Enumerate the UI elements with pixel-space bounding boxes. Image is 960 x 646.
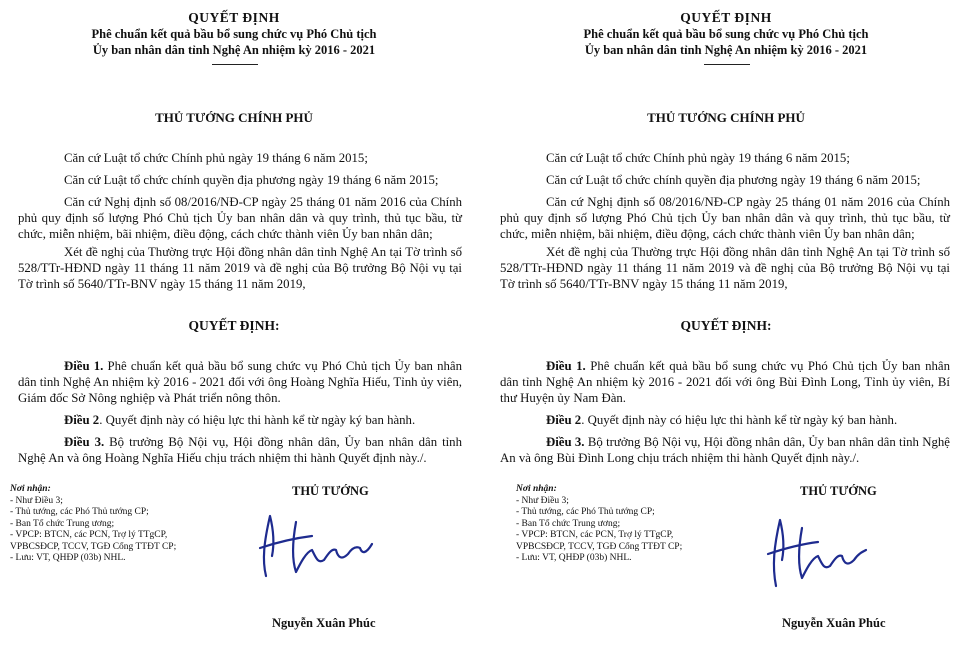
signature-mark	[256, 502, 376, 582]
recipient-line: - Như Điều 3;	[10, 495, 63, 506]
doc-subtitle-line-1: Phê chuẩn kết quả bầu bổ sung chức vụ Phó Chủ tịch	[91, 27, 377, 41]
legal-basis-2: Căn cứ Luật tổ chức chính quyền địa phương ngày 19 tháng 6 năm 2015;	[64, 173, 439, 187]
legal-basis-2: Căn cứ Luật tổ chức chính quyền địa phương ngày 19 tháng 6 năm 2015;	[546, 173, 921, 187]
recipient-line: - VPCP: BTCN, các PCN, Trợ lý TTgCP,	[516, 530, 674, 540]
article-3	[500, 434, 950, 466]
legal-basis-3: Căn cứ Nghị định số 08/2016/NĐ-CP ngày 25 tháng 01 năm 2016 của Chính phủ quy định số lượng Phó Chủ tịch Ủy ban nhân dân và quy trình, thủ tục bầu, từ chức, miễn nhiệm, bãi nhiệm, điều động, cách chức thành viên Ủy ban nhân dân;	[500, 195, 950, 241]
article-1-text: Phê chuẩn kết quả bầu bổ sung chức vụ Phó Chủ tịch Ủy ban nhân dân tỉnh Nghệ An nhiệm kỳ 2016 - 2021 đối với ông Bùi Đình Long, Tỉnh ủy viên, Bí thư Huyện ủy Nam Đàn.	[500, 359, 950, 405]
recipient-line: - VPCP: BTCN, các PCN, Trợ lý TTgCP,	[10, 530, 168, 540]
article-3-text: Bộ trưởng Bộ Nội vụ, Hội đồng nhân dân, Ủy ban nhân dân tỉnh Nghệ An và ông Bùi Đình Long chịu trách nhiệm thi hành Quyết định này./.	[500, 435, 950, 465]
signature-mark	[762, 510, 872, 590]
recipients-title: Nơi nhận:	[516, 484, 557, 494]
article-2	[18, 412, 462, 428]
recipient-line: - Thủ tướng, các Phó Thủ tướng CP;	[10, 507, 149, 517]
doc-subtitle-line-2: Ủy ban nhân dân tỉnh Nghệ An nhiệm kỳ 2016 - 2021	[584, 43, 868, 57]
title-underline	[212, 64, 258, 65]
legal-basis-1: Căn cứ Luật tổ chức Chính phủ ngày 19 tháng 6 năm 2015;	[64, 151, 368, 165]
doc-subtitle-line-2: Ủy ban nhân dân tỉnh Nghệ An nhiệm kỳ 2016 - 2021	[92, 43, 376, 57]
legal-basis-3: Căn cứ Nghị định số 08/2016/NĐ-CP ngày 25 tháng 01 năm 2016 của Chính phủ quy định số lượng Phó Chủ tịch Ủy ban nhân dân và quy trình, thủ tục bầu, từ chức, miễn nhiệm, bãi nhiệm, điều động, cách chức thành viên Ủy ban nhân dân;	[18, 195, 462, 241]
article-1-label: Điều 1.	[546, 359, 586, 373]
article-3-text: Bộ trưởng Bộ Nội vụ, Hội đồng nhân dân, Ủy ban nhân dân tỉnh Nghệ An và ông Hoàng Nghĩa Hiếu chịu trách nhiệm thi hành Quyết định này./.	[18, 435, 462, 465]
legal-basis-4: Xét đề nghị của Thường trực Hội đồng nhân dân tỉnh Nghệ An tại Tờ trình số 528/TTr-HĐND ngày 11 tháng 11 năm 2019 và đề nghị của Bộ trưởng Bộ Nội vụ tại Tờ trình số 5640/TTr-BNV ngày 15 tháng 11 năm 2019,	[18, 245, 462, 291]
article-3-label: Điều 3.	[546, 435, 585, 449]
recipients-title: Nơi nhận:	[10, 484, 51, 494]
article-2-text: . Quyết định này có hiệu lực thi hành kể từ ngày ký ban hành.	[581, 413, 898, 427]
signer-name: Nguyễn Xuân Phúc	[272, 616, 376, 630]
decision-document-left	[0, 0, 468, 646]
issuing-authority: THỦ TƯỚNG CHÍNH PHỦ	[647, 110, 805, 125]
signer-title: THỦ TƯỚNG	[292, 484, 369, 498]
doc-title: QUYẾT ĐỊNH	[188, 10, 280, 25]
doc-title: QUYẾT ĐỊNH	[680, 10, 772, 25]
signer-title: THỦ TƯỚNG	[800, 484, 877, 498]
decision-heading: QUYẾT ĐỊNH:	[680, 318, 772, 333]
recipient-line: VPBCSĐCP, TCCV, TGĐ Cổng TTĐT CP;	[516, 541, 683, 552]
article-1	[500, 358, 950, 406]
legal-basis-4: Xét đề nghị của Thường trực Hội đồng nhân dân tỉnh Nghệ An tại Tờ trình số 528/TTr-HĐND ngày 11 tháng 11 năm 2019 và đề nghị của Bộ trưởng Bộ Nội vụ tại Tờ trình số 5640/TTr-BNV ngày 15 tháng 11 năm 2019,	[500, 245, 950, 291]
recipient-line: VPBCSĐCP, TCCV, TGĐ Cổng TTĐT CP;	[10, 541, 177, 552]
recipient-line: - Lưu: VT, QHĐP (03b) NHL.	[10, 553, 126, 563]
signer-name: Nguyễn Xuân Phúc	[782, 616, 886, 630]
recipient-line: - Ban Tổ chức Trung ương;	[10, 518, 115, 529]
recipient-line: - Như Điều 3;	[516, 495, 569, 506]
article-2-label: Điều 2	[64, 413, 100, 427]
decision-document-right	[492, 0, 960, 646]
title-underline	[704, 64, 750, 65]
article-1	[18, 358, 462, 406]
decision-heading: QUYẾT ĐỊNH:	[188, 318, 280, 333]
article-2-label: Điều 2	[546, 413, 582, 427]
article-1-text: Phê chuẩn kết quả bầu bổ sung chức vụ Phó Chủ tịch Ủy ban nhân dân tỉnh Nghệ An nhiệm kỳ 2016 - 2021 đối với ông Hoàng Nghĩa Hiếu, Tỉnh ủy viên, Giám đốc Sở Nông nghiệp và Phát triển nông thôn.	[18, 359, 462, 405]
doc-subtitle-line-1: Phê chuẩn kết quả bầu bổ sung chức vụ Phó Chủ tịch	[583, 27, 869, 41]
article-3	[18, 434, 462, 466]
article-1-label: Điều 1.	[64, 359, 104, 373]
recipients-block	[10, 484, 250, 565]
article-2-text: . Quyết định này có hiệu lực thi hành kể từ ngày ký ban hành.	[99, 413, 416, 427]
recipient-line: - Thủ tướng, các Phó Thủ tướng CP;	[516, 507, 655, 517]
legal-basis-1: Căn cứ Luật tổ chức Chính phủ ngày 19 tháng 6 năm 2015;	[546, 151, 850, 165]
recipient-line: - Lưu: VT, QHĐP (03b) NHL.	[516, 553, 632, 563]
recipient-line: - Ban Tổ chức Trung ương;	[516, 518, 621, 529]
recipients-block	[516, 484, 756, 565]
document-divider	[478, 0, 482, 646]
article-2	[500, 412, 950, 428]
issuing-authority: THỦ TƯỚNG CHÍNH PHỦ	[155, 110, 313, 125]
article-3-label: Điều 3.	[64, 435, 105, 449]
